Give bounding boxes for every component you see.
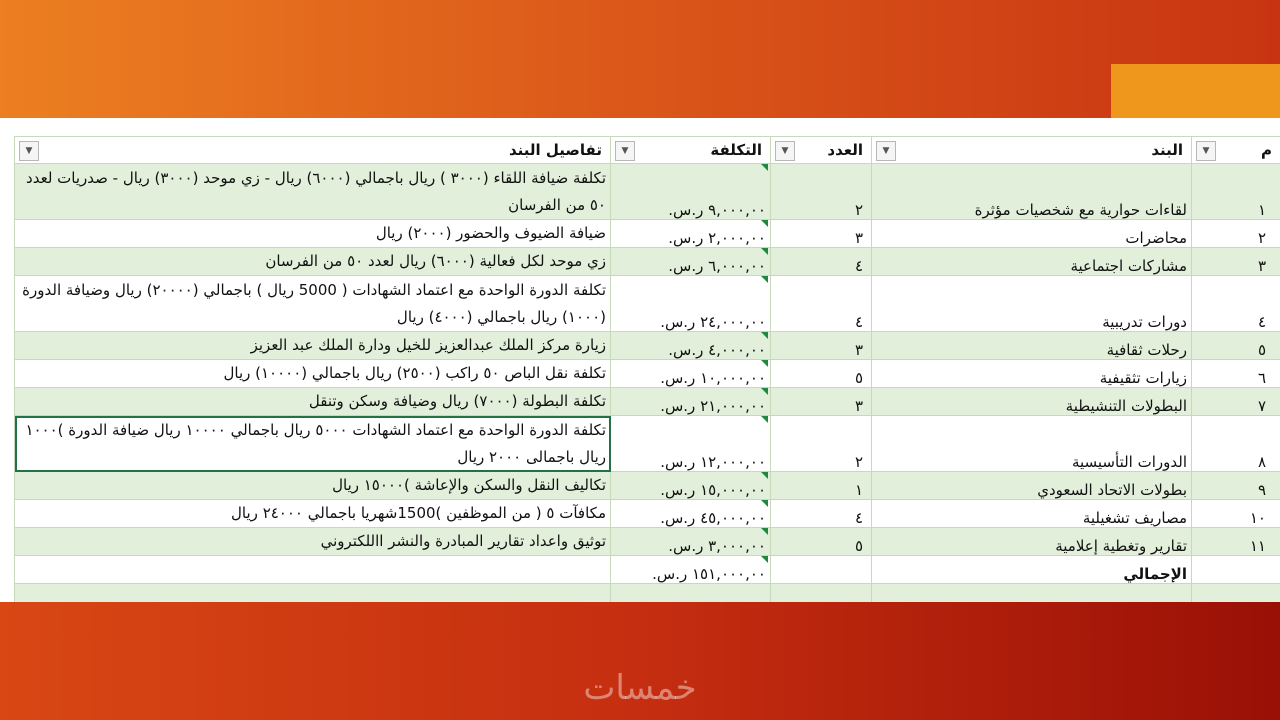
table-row — [15, 164, 1280, 220]
index-cell[interactable]: ٢ — [1192, 220, 1280, 248]
empty-cell[interactable] — [611, 584, 771, 603]
item-cell[interactable]: مصاريف تشغيلية — [872, 500, 1192, 528]
empty-cell[interactable] — [1192, 584, 1280, 603]
item-cell[interactable]: لقاءات حوارية مع شخصيات مؤثرة — [872, 164, 1192, 220]
count-cell[interactable]: ٥ — [771, 360, 872, 388]
count-cell[interactable]: ٤ — [771, 248, 872, 276]
cost-cell[interactable]: ١٠,٠٠٠,٠٠ ر.س. — [611, 360, 771, 388]
total-cost-cell[interactable]: ١٥١,٠٠٠,٠٠ ر.س. — [611, 556, 771, 584]
cost-cell[interactable]: ٣,٠٠٠,٠٠ ر.س. — [611, 528, 771, 556]
details-cell[interactable]: زي موحد لكل فعالية (٦٠٠٠) ريال لعدد ٥٠ من الفرسان — [15, 248, 611, 276]
item-cell[interactable]: بطولات الاتحاد السعودي — [872, 472, 1192, 500]
cost-cell[interactable]: ٢٤,٠٠٠,٠٠ ر.س. — [611, 276, 771, 332]
total-index-cell[interactable] — [1192, 556, 1280, 584]
total-row — [15, 556, 1280, 584]
index-cell[interactable]: ١٠ — [1192, 500, 1280, 528]
header-index: ▼ م — [1192, 137, 1280, 164]
count-cell[interactable]: ٣ — [771, 332, 872, 360]
count-cell[interactable]: ٤ — [771, 500, 872, 528]
empty-cell[interactable] — [872, 584, 1192, 603]
header-details: ▼ تفاصيل البند — [15, 137, 611, 164]
table-row — [15, 360, 1280, 388]
header-row — [15, 137, 1280, 164]
khamsat-logo: خمسات — [583, 668, 697, 708]
accent-block — [1111, 64, 1280, 118]
count-cell[interactable]: ٣ — [771, 220, 872, 248]
table-row — [15, 500, 1280, 528]
item-cell[interactable]: البطولات التنشيطية — [872, 388, 1192, 416]
header-cost: ▼ التكلفة — [611, 137, 771, 164]
table-row — [15, 416, 1280, 472]
count-cell[interactable]: ٥ — [771, 528, 872, 556]
filter-dropdown-icon[interactable]: ▼ — [876, 141, 896, 161]
details-cell[interactable]: تكلفة نقل الباص ٥٠ راكب (٢٥٠٠) ريال باجمالي (١٠٠٠٠) ريال — [15, 360, 611, 388]
total-label[interactable]: الإجمالي — [872, 556, 1192, 584]
table-row — [15, 472, 1280, 500]
empty-cell[interactable] — [15, 584, 611, 603]
table-row — [15, 276, 1280, 332]
details-cell[interactable]: توثيق واعداد تقارير المبادرة والنشر االلكتروني — [15, 528, 611, 556]
cost-cell[interactable]: ٢١,٠٠٠,٠٠ ر.س. — [611, 388, 771, 416]
count-cell[interactable]: ٤ — [771, 276, 872, 332]
total-count-cell[interactable] — [771, 556, 872, 584]
index-cell[interactable]: ٦ — [1192, 360, 1280, 388]
filter-dropdown-icon[interactable]: ▼ — [615, 141, 635, 161]
empty-cell[interactable] — [771, 584, 872, 603]
item-cell[interactable]: دورات تدريبية — [872, 276, 1192, 332]
count-cell[interactable]: ٢ — [771, 416, 872, 472]
item-cell[interactable]: مشاركات اجتماعية — [872, 248, 1192, 276]
cost-cell[interactable]: ٤٥,٠٠٠,٠٠ ر.س. — [611, 500, 771, 528]
index-cell[interactable]: ٣ — [1192, 248, 1280, 276]
table-row — [15, 220, 1280, 248]
item-cell[interactable]: رحلات ثقافية — [872, 332, 1192, 360]
budget-table — [14, 136, 1280, 602]
table-row — [15, 388, 1280, 416]
index-cell[interactable]: ٥ — [1192, 332, 1280, 360]
details-cell[interactable]: مكافآت ٥ ( من الموظفين )1500شهريا باجمالي ٢٤٠٠٠ ريال — [15, 500, 611, 528]
cost-cell[interactable]: ٦,٠٠٠,٠٠ ر.س. — [611, 248, 771, 276]
filter-dropdown-icon[interactable]: ▼ — [775, 141, 795, 161]
cost-cell[interactable]: ٢,٠٠٠,٠٠ ر.س. — [611, 220, 771, 248]
item-cell[interactable]: زيارات تثقيفية — [872, 360, 1192, 388]
details-cell[interactable]: تكلفة الدورة الواحدة مع اعتماد الشهادات ( 5000 ريال ) باجمالي (٢٠٠٠٠) ريال وضيافة الدورة (١٠٠٠) ريال باجمالي (٤٠٠٠) ريال — [15, 276, 611, 332]
table-row — [15, 332, 1280, 360]
cost-cell[interactable]: ٤,٠٠٠,٠٠ ر.س. — [611, 332, 771, 360]
index-cell[interactable]: ٨ — [1192, 416, 1280, 472]
count-cell[interactable]: ٢ — [771, 164, 872, 220]
filter-dropdown-icon[interactable]: ▼ — [1196, 141, 1216, 161]
details-cell-selected[interactable]: تكلفة الدورة الواحدة مع اعتماد الشهادات ٥٠٠٠ ريال باجمالي ١٠٠٠٠ ريال ضيافة الدورة )١٠٠٠ ريال باجمالى ٢٠٠٠ ريال — [15, 416, 611, 472]
details-cell[interactable]: ضيافة الضيوف والحضور (٢٠٠٠) ريال — [15, 220, 611, 248]
details-cell[interactable]: تكاليف النقل والسكن والإعاشة )١٥٠٠٠ ريال — [15, 472, 611, 500]
cost-cell[interactable]: ١٥,٠٠٠,٠٠ ر.س. — [611, 472, 771, 500]
empty-row — [15, 584, 1280, 603]
table-row — [15, 528, 1280, 556]
spreadsheet — [0, 118, 1280, 602]
filter-dropdown-icon[interactable]: ▼ — [19, 141, 39, 161]
cost-cell[interactable]: ٩,٠٠٠,٠٠ ر.س. — [611, 164, 771, 220]
details-cell[interactable]: زيارة مركز الملك عبدالعزيز للخيل ودارة الملك عبد العزيز — [15, 332, 611, 360]
header-item: ▼ البند — [872, 137, 1192, 164]
count-cell[interactable]: ١ — [771, 472, 872, 500]
cost-cell[interactable]: ١٢,٠٠٠,٠٠ ر.س. — [611, 416, 771, 472]
item-cell[interactable]: محاضرات — [872, 220, 1192, 248]
item-cell[interactable]: تقارير وتغطية إعلامية — [872, 528, 1192, 556]
top-banner — [0, 0, 1280, 118]
item-cell[interactable]: الدورات التأسيسية — [872, 416, 1192, 472]
details-cell[interactable]: تكلفة ضيافة اللقاء (٣٠٠٠ ) ريال باجمالي (٦٠٠٠) ريال - زي موحد (٣٠٠٠) ريال - صدريات لعدد ٥٠ من الفرسان — [15, 164, 611, 220]
details-cell[interactable]: تكلفة البطولة (٧٠٠٠) ريال وضيافة وسكن وتنقل — [15, 388, 611, 416]
header-count: ▼ العدد — [771, 137, 872, 164]
index-cell[interactable]: ١ — [1192, 164, 1280, 220]
index-cell[interactable]: ٩ — [1192, 472, 1280, 500]
index-cell[interactable]: ١١ — [1192, 528, 1280, 556]
total-details-cell[interactable] — [15, 556, 611, 584]
index-cell[interactable]: ٧ — [1192, 388, 1280, 416]
index-cell[interactable]: ٤ — [1192, 276, 1280, 332]
table-row — [15, 248, 1280, 276]
count-cell[interactable]: ٣ — [771, 388, 872, 416]
